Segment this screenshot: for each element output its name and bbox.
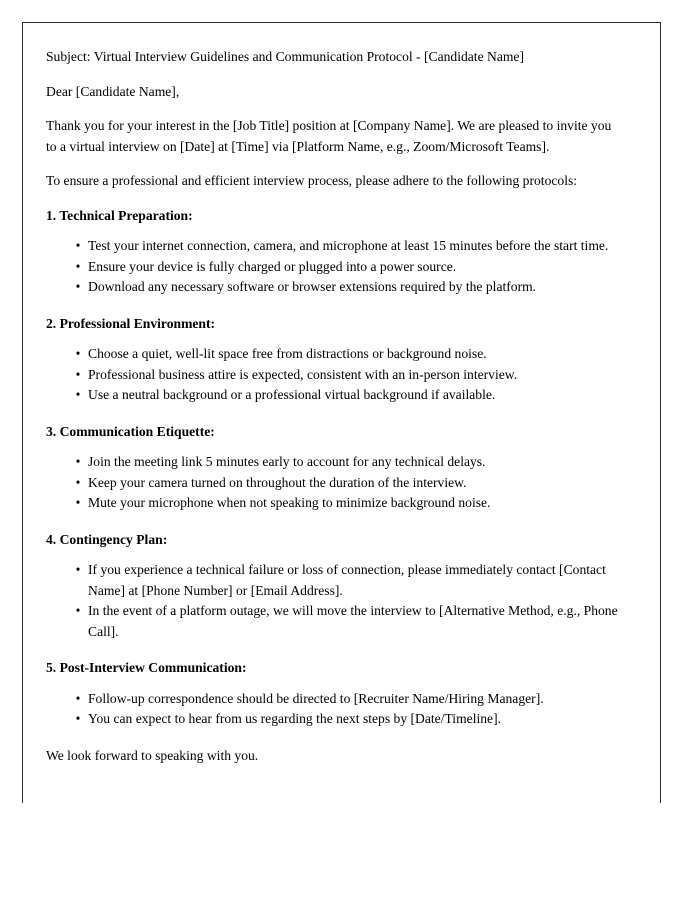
list-item xyxy=(75,560,624,601)
list-item xyxy=(75,452,624,473)
bullet-list-professional-environment xyxy=(46,344,624,406)
list-item-text: In the event of a platform outage, we will move the interview to [Alternative Method, e.g., Phone Call]. xyxy=(88,603,618,639)
list-item-text: Professional business attire is expected, consistent with an in-person interview. xyxy=(88,366,518,382)
document-sheet xyxy=(22,22,661,803)
section-heading-post-interview-communication: 5. Post-Interview Communication: xyxy=(46,660,247,675)
list-item-text: You can expect to hear from us regarding the next steps by [Date/Timeline]. xyxy=(88,711,502,726)
document-body xyxy=(46,47,624,780)
list-item-text: Test your internet connection, camera, and microphone at least 15 minutes before the start time. xyxy=(88,238,609,253)
list-item xyxy=(75,493,624,514)
bullet-icon: • xyxy=(75,258,81,274)
bullet-icon: • xyxy=(75,366,81,382)
list-item xyxy=(75,709,624,730)
list-item-text: Use a neutral background or a professional virtual background if available. xyxy=(88,387,496,402)
bullet-icon: • xyxy=(75,238,81,253)
list-item-text: Mute your microphone when not speaking to minimize background noise. xyxy=(88,495,491,510)
bullet-icon: • xyxy=(75,346,81,361)
bullet-icon: • xyxy=(75,454,81,469)
bullet-icon: • xyxy=(75,495,81,510)
list-item-text: If you experience a technical failure or loss of connection, please immediately contact [Contact Name] at [Phone Number] or [Email Address]. xyxy=(88,562,606,598)
bullet-list-contingency-plan xyxy=(46,560,624,642)
closing-line: We look forward to speaking with you. xyxy=(46,747,259,763)
list-item-text: Keep your camera turned on throughout the duration of the interview. xyxy=(88,474,467,490)
list-item xyxy=(75,365,624,386)
list-item xyxy=(75,277,624,298)
bullet-icon: • xyxy=(75,387,81,402)
intro-paragraph: Thank you for your interest in the [Job Title] position at [Company Name]. We are pleased to invite you to a virtual interview on [Date] at [Time] via [Platform Name, e.g., Zoom/Microsoft Teams]. xyxy=(46,118,612,154)
list-item-text: Ensure your device is fully charged or plugged into a power source. xyxy=(88,258,457,274)
list-item xyxy=(75,601,624,642)
protocol-lead-in: To ensure a professional and efficient interview process, please adhere to the following protocols: xyxy=(46,173,578,188)
bullet-icon: • xyxy=(75,474,81,490)
bullet-list-technical-preparation xyxy=(46,236,624,298)
list-item-text: Join the meeting link 5 minutes early to account for any technical delays. xyxy=(88,454,486,469)
salutation: Dear [Candidate Name], xyxy=(46,83,180,99)
list-item xyxy=(75,257,624,278)
section-heading-professional-environment: 2. Professional Environment: xyxy=(46,315,216,331)
list-item xyxy=(75,236,624,257)
section-heading-communication-etiquette: 3. Communication Etiquette: xyxy=(46,423,215,439)
bullet-list-post-interview-communication xyxy=(46,689,624,730)
bullet-icon: • xyxy=(75,690,81,706)
list-item xyxy=(75,385,624,406)
subject-line: Subject: Virtual Interview Guidelines and Communication Protocol - [Candidate Name] xyxy=(46,49,524,64)
bullet-icon: • xyxy=(75,603,81,618)
bullet-icon: • xyxy=(75,711,81,726)
list-item xyxy=(75,689,624,710)
bullet-list-communication-etiquette xyxy=(46,452,624,514)
bullet-icon: • xyxy=(75,562,81,577)
bullet-icon: • xyxy=(75,279,81,294)
list-item xyxy=(75,473,624,494)
list-item xyxy=(75,344,624,365)
list-item-text: Choose a quiet, well-lit space free from distractions or background noise. xyxy=(88,346,487,361)
section-heading-contingency-plan: 4. Contingency Plan: xyxy=(46,531,168,547)
list-item-text: Follow-up correspondence should be directed to [Recruiter Name/Hiring Manager]. xyxy=(88,690,544,706)
section-heading-technical-preparation: 1. Technical Preparation: xyxy=(46,207,193,223)
list-item-text: Download any necessary software or browser extensions required by the platform. xyxy=(88,279,537,294)
